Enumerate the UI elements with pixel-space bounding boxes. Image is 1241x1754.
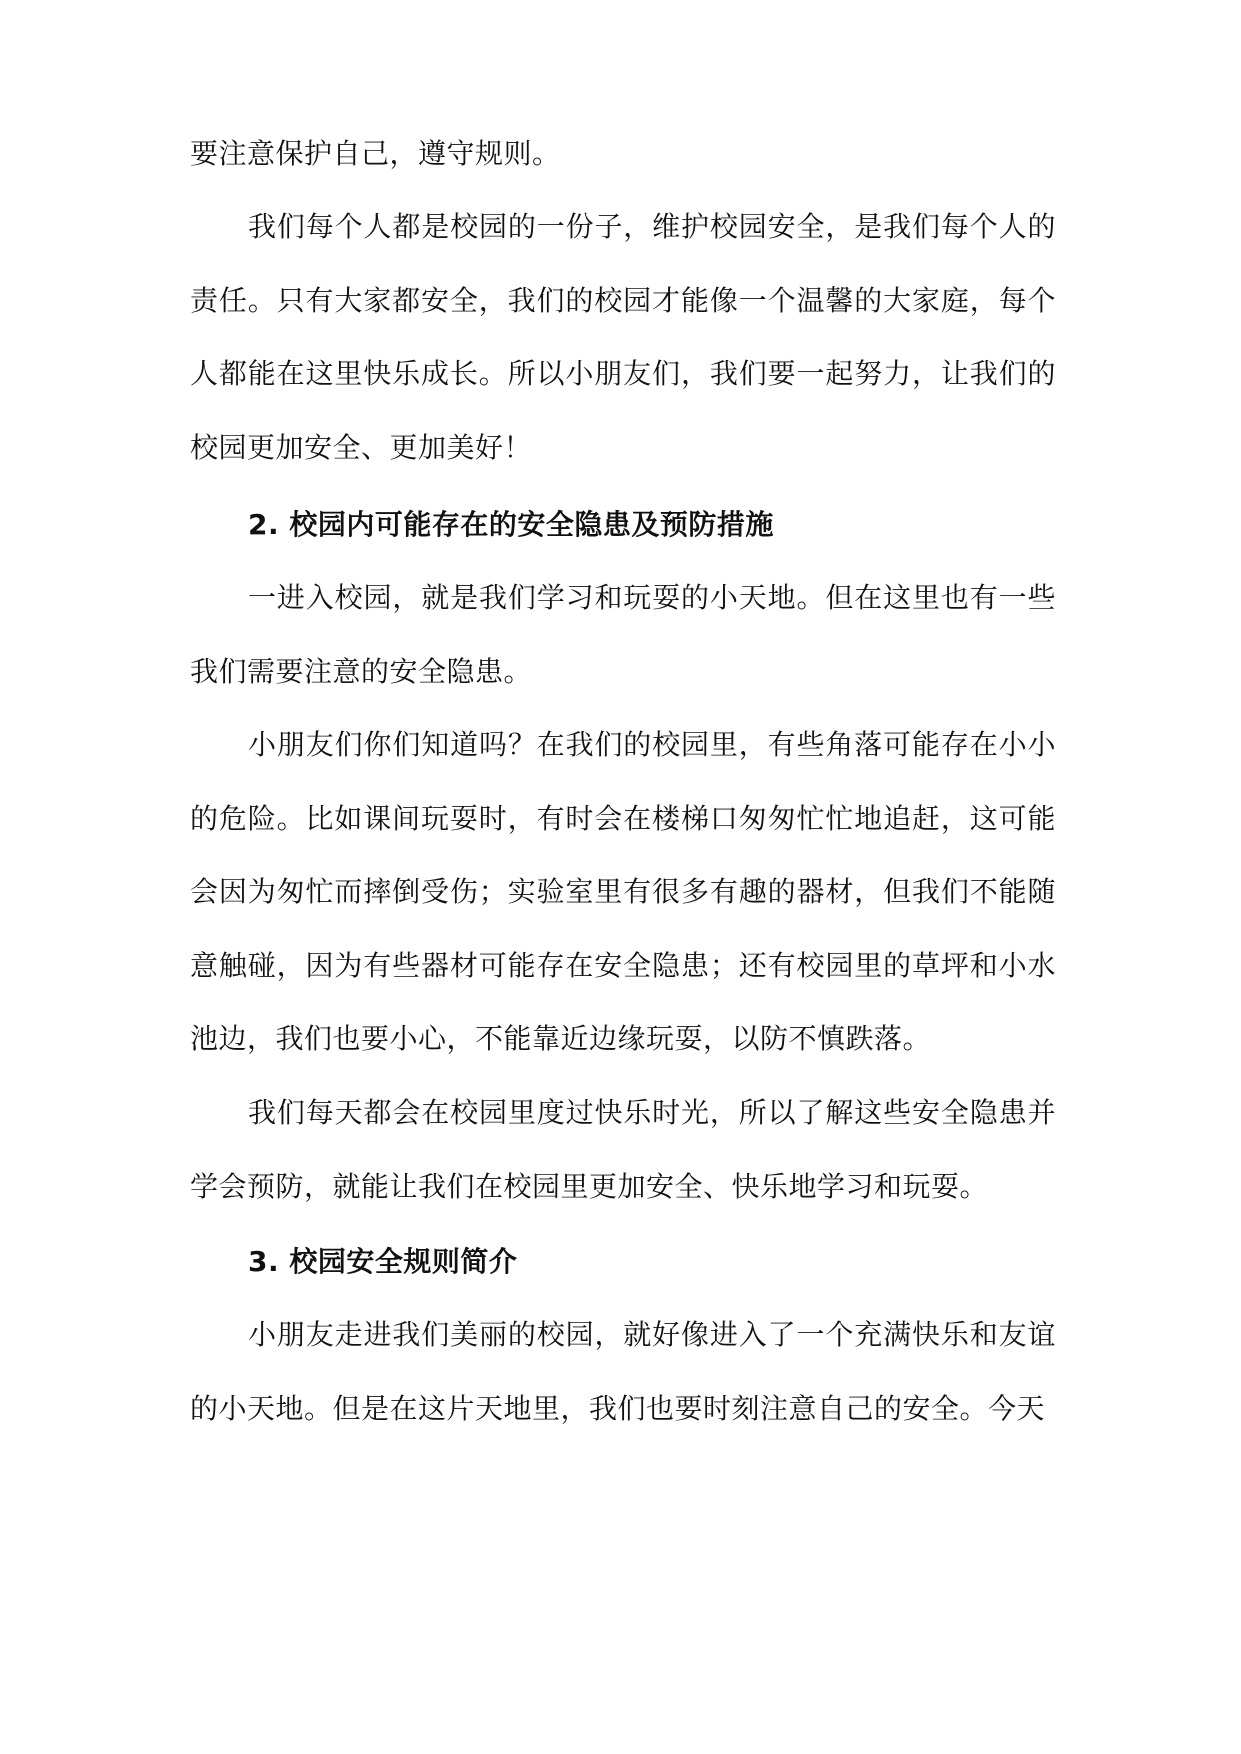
section-heading-2: 2. 校园内可能存在的安全隐患及预防措施 [248, 508, 774, 541]
paragraph-safety-rules-intro: 小朋友走进我们美丽的校园，就好像进入了一个充满快乐和友谊的小天地。但是在这片天地里，我们也要时刻注意自己的安全。今天 [190, 1318, 1056, 1425]
paragraph-campus-hazards-examples: 小朋友们你们知道吗？在我们的校园里，有些角落可能存在小小的危险。比如课间玩耍时，有时会在楼梯口匆匆忙忙地追赶，这可能会因为匆忙而摔倒受伤；实验室里有很多有趣的器材，但我们不能随意触碰，因为有些器材可能存在安全隐患；还有校园里的草坪和小水池边，我们也要小心，不能靠近边缘玩耍，以防不慎跌落。 [190, 728, 1056, 1055]
paragraph-campus-hazards-intro: 一进入校园，就是我们学习和玩耍的小天地。但在这里也有一些我们需要注意的安全隐患。 [190, 581, 1056, 688]
document-page [190, 0, 1056, 1754]
section-heading-3: 3. 校园安全规则简介 [248, 1245, 518, 1278]
paragraph-safety-responsibility: 我们每个人都是校园的一份子，维护校园安全，是我们每个人的责任。只有大家都安全，我们的校园才能像一个温馨的大家庭，每个人都能在这里快乐成长。所以小朋友们，我们要一起努力，让我们的校园更加安全、更加美好！ [190, 210, 1056, 464]
paragraph-hazard-prevention: 我们每天都会在校园里度过快乐时光，所以了解这些安全隐患并学会预防，就能让我们在校园里更加安全、快乐地学习和玩耍。 [190, 1096, 1056, 1203]
paragraph-continuation: 要注意保护自己，遵守规则。 [190, 137, 561, 170]
